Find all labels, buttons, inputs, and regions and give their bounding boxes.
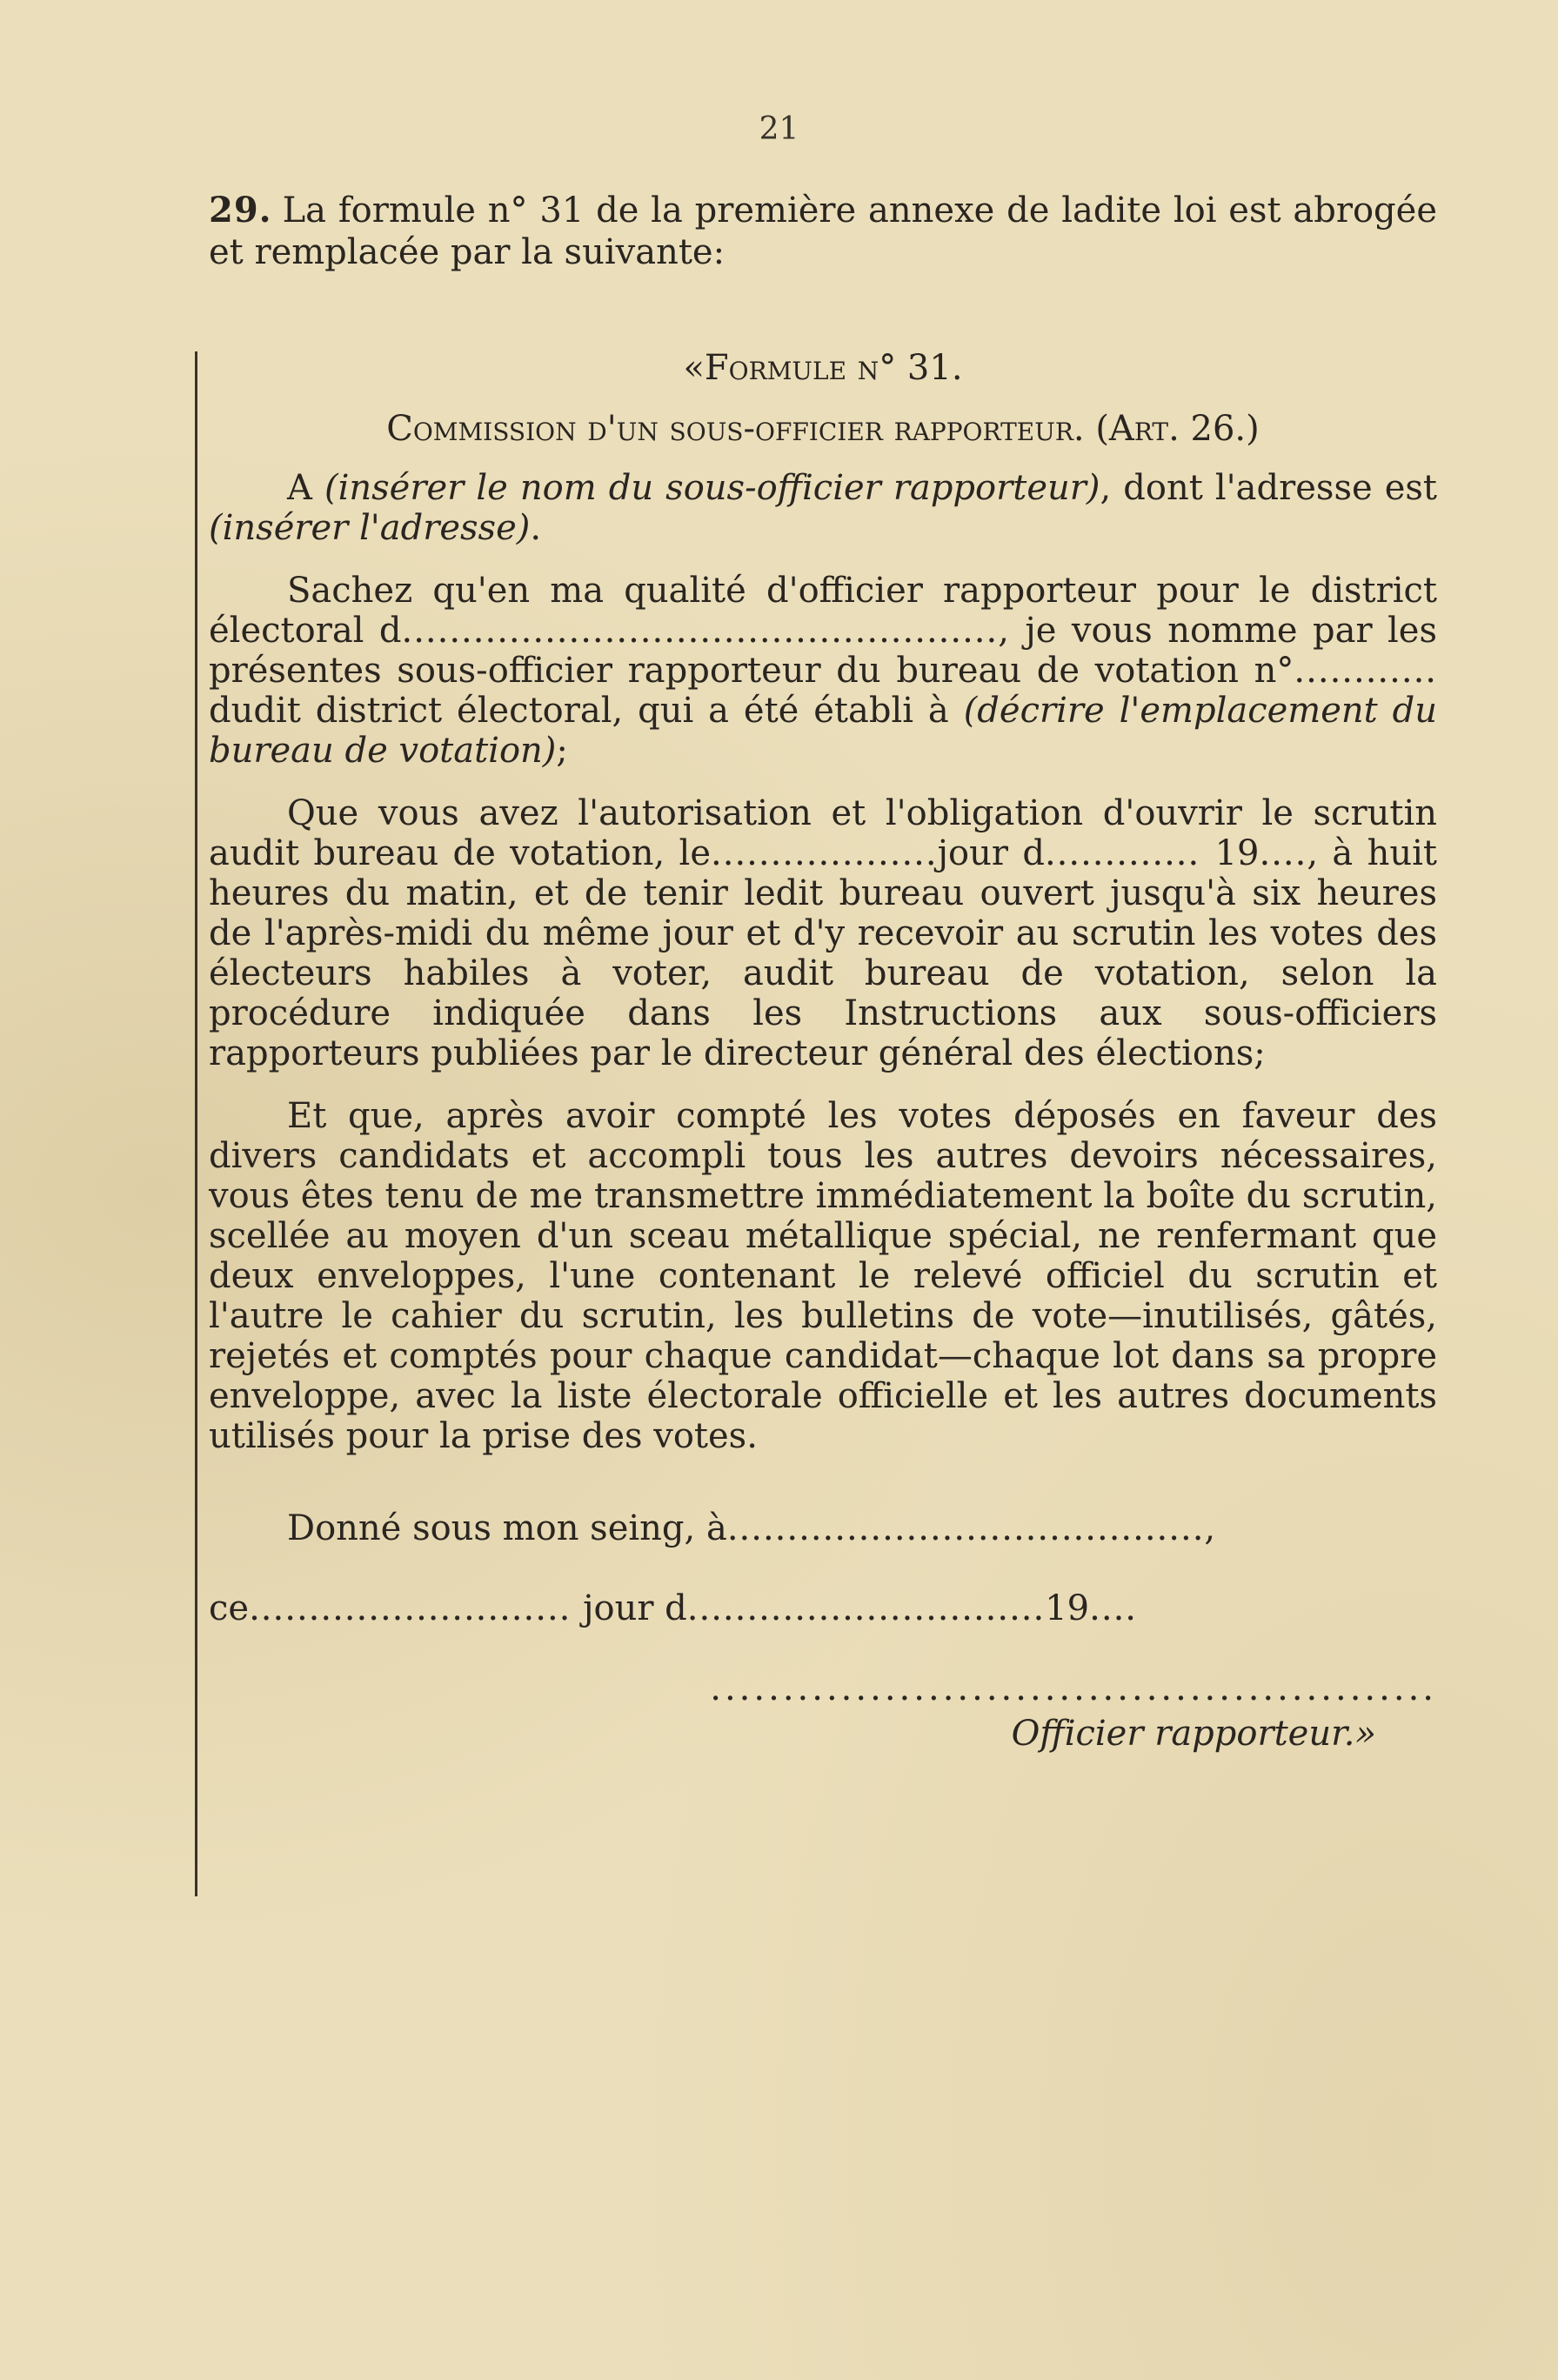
addressee-end: .: [530, 508, 542, 548]
date-day-blank: ...........................: [249, 1588, 584, 1628]
authorization-year: 19: [1214, 833, 1260, 873]
date-line: [209, 1588, 1437, 1628]
insert-address-placeholder: (insérer l'adresse): [209, 508, 531, 548]
margin-rule: [195, 351, 197, 1896]
day-blank: ...................: [711, 833, 938, 873]
date-ce: ce: [209, 1588, 250, 1628]
district-blank: ..................................................,: [401, 611, 1010, 651]
date-jour: jour d: [583, 1588, 687, 1628]
authorization-jour: jour d: [937, 833, 1045, 873]
paragraph-addressee: [209, 468, 1437, 548]
signature-blank: ..................................................: [710, 1668, 1437, 1708]
paragraph-authorization: [209, 793, 1437, 1073]
date-year: 19: [1045, 1588, 1090, 1628]
place-blank: ........................................,: [726, 1508, 1217, 1548]
addressee-lead: A: [287, 468, 324, 508]
appointment-text-2: je vous nomme par les présentes sous-officier rapporteur du bureau de votation n°: [209, 611, 1438, 691]
year-blank: ....: [1259, 833, 1307, 873]
form-subtitle: Commission d'un sous-officier rapporteur. (Art. 26.): [386, 409, 1260, 449]
appointment-text-3: dudit district électoral, qui a été établi à: [209, 691, 964, 731]
poll-number-blank: ............: [1294, 651, 1437, 691]
form-31: [209, 348, 1437, 1754]
date-month-blank: ..............................: [686, 1588, 1046, 1628]
authorization-text-1: Que vous avez l'autorisation et l'obligation d'ouvrir le scrutin audit bureau de votation, le: [209, 793, 1437, 873]
section-text: La formule n° 31 de la première annexe de ladite loi est abrogée et remplacée par la suivante:: [209, 191, 1437, 272]
addressee-mid: , dont l'adresse est: [1100, 468, 1437, 508]
appointment-end: ;: [556, 731, 568, 771]
month-blank: .............: [1044, 833, 1215, 873]
section-number: 29.: [209, 190, 272, 231]
authorization-text-2: , à huit heures du matin, et de tenir ledit bureau ouvert jusqu'à six heures de l'après-midi du même jour et d'y recevoir au scrutin les votes des électeurs habiles à voter, audit bureau de votation, selon la procédure indiquée dans les Instructions aux sous-officiers rapporteurs publiées par le directeur général des élections;: [209, 833, 1437, 1073]
given-label: Donné sous mon seing, à: [287, 1508, 727, 1548]
date-year-blank: ....: [1089, 1588, 1137, 1628]
insert-name-placeholder: (insérer le nom du sous-officier rapporteur): [324, 468, 1100, 508]
form-title: «Formule n° 31.: [683, 348, 963, 388]
officer-title: Officier rapporteur.»: [1011, 1714, 1376, 1754]
appointment-text-1: Sachez qu'en ma qualité d'officier rapporteur pour le district électoral d: [209, 571, 1437, 651]
section-29-intro: [209, 190, 1437, 273]
paragraph-appointment: [209, 571, 1437, 771]
given-line: [209, 1508, 1437, 1548]
page-number: 21: [759, 111, 799, 147]
paragraph-duties: Et que, après avoir compté les votes déposés en faveur des divers candidats et accompli tous les autres devoirs nécessaires, vous êtes tenu de me transmettre immédiatement la boîte du scrutin, scellée au moyen d'un sceau métallique spécial, ne renfermant que deux enveloppes, l'une contenant le relevé officiel du scrutin et l'autre le cahier du scrutin, les bulletins de vote—inutilisés, gâtés, rejetés et comptés pour chaque candidat—chaque lot dans sa propre enveloppe, avec la liste électorale officielle et les autres documents utilisés pour la prise des votes.: [209, 1096, 1437, 1456]
location-placeholder: (décrire l'emplacement du bureau de votation): [209, 691, 1437, 771]
